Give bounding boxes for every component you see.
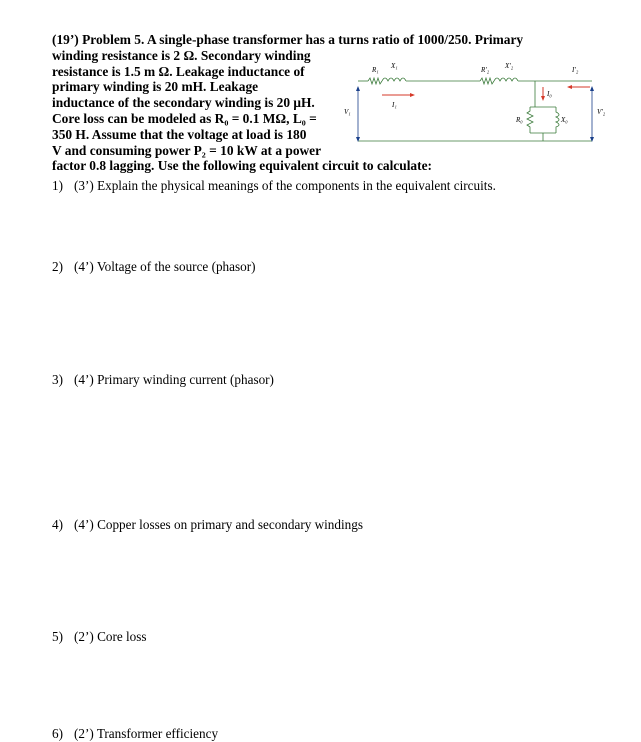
question-6 — [52, 726, 218, 742]
resistor-r1 — [368, 78, 382, 84]
question-3-text: (4’) Primary winding current (phasor) — [74, 372, 274, 387]
question-1-number: 1) — [52, 178, 63, 193]
question-4 — [52, 517, 363, 533]
question-6-number: 6) — [52, 726, 63, 741]
problem-line-4: primary winding is 20 mH. Leakage — [52, 79, 259, 95]
problem-line-2: winding resistance is 2 Ω. Secondary winding — [52, 47, 311, 63]
problem-line-6: Core loss can be modeled as R₀ = 0.1 MΩ, L₀ = — [52, 110, 317, 126]
label-v2p: V′₂ — [597, 108, 606, 116]
inductor-x1 — [382, 78, 406, 81]
question-2 — [52, 259, 256, 275]
question-5-text: (2’) Core loss — [74, 629, 147, 644]
problem-line-9: factor 0.8 lagging. Use the following equivalent circuit to calculate: — [52, 158, 432, 174]
question-2-text: (4’) Voltage of the source (phasor) — [74, 259, 256, 274]
problem-line-8: V and consuming power P₂ = 10 kW at a power — [52, 142, 322, 158]
circuit-svg — [344, 58, 610, 148]
problem-line-5: inductance of the secondary winding is 20 μH. — [52, 95, 315, 111]
inductor-x0 — [556, 107, 559, 133]
label-x0: X₀ — [561, 116, 568, 124]
label-r0: R₀ — [516, 116, 523, 124]
question-1 — [52, 178, 496, 194]
label-x2p: X′₂ — [505, 62, 514, 70]
inductor-x2p — [494, 78, 518, 81]
equivalent-circuit-diagram — [344, 58, 610, 148]
label-i0: I₀ — [547, 90, 552, 98]
arrow-i2p-head — [567, 85, 572, 89]
label-r2p: R′₂ — [481, 66, 490, 74]
question-4-text: (4’) Copper losses on primary and secondary windings — [74, 517, 363, 532]
problem-line-3: resistance is 1.5 m Ω. Leakage inductance of — [52, 63, 305, 79]
question-3 — [52, 372, 274, 388]
resistor-r0 — [527, 107, 533, 133]
problem-line-1: (19’) Problem 5. A single-phase transformer has a turns ratio of 1000/250. Primary — [52, 32, 524, 47]
question-5-number: 5) — [52, 629, 63, 644]
arrow-v1-head-up — [356, 86, 360, 91]
question-6-text: (2’) Transformer efficiency — [74, 726, 219, 741]
question-3-number: 3) — [52, 372, 63, 387]
label-v1: V₁ — [344, 108, 351, 116]
label-r1: R₁ — [372, 66, 379, 74]
question-2-number: 2) — [52, 259, 63, 274]
arrow-v2p-head-up — [590, 86, 594, 91]
label-x1: X₁ — [391, 62, 398, 70]
question-1-text: (3’) Explain the physical meanings of the components in the equivalent circuits. — [74, 178, 496, 193]
question-5 — [52, 629, 147, 645]
arrow-i0-head — [541, 96, 545, 101]
resistor-r2p — [480, 78, 494, 84]
label-i1: I₁ — [392, 101, 397, 109]
label-i2p: I′₂ — [572, 66, 579, 74]
problem-line-7: 350 H. Assume that the voltage at load is 180 — [52, 126, 307, 142]
arrow-i1-head — [410, 93, 415, 97]
question-4-number: 4) — [52, 517, 63, 532]
